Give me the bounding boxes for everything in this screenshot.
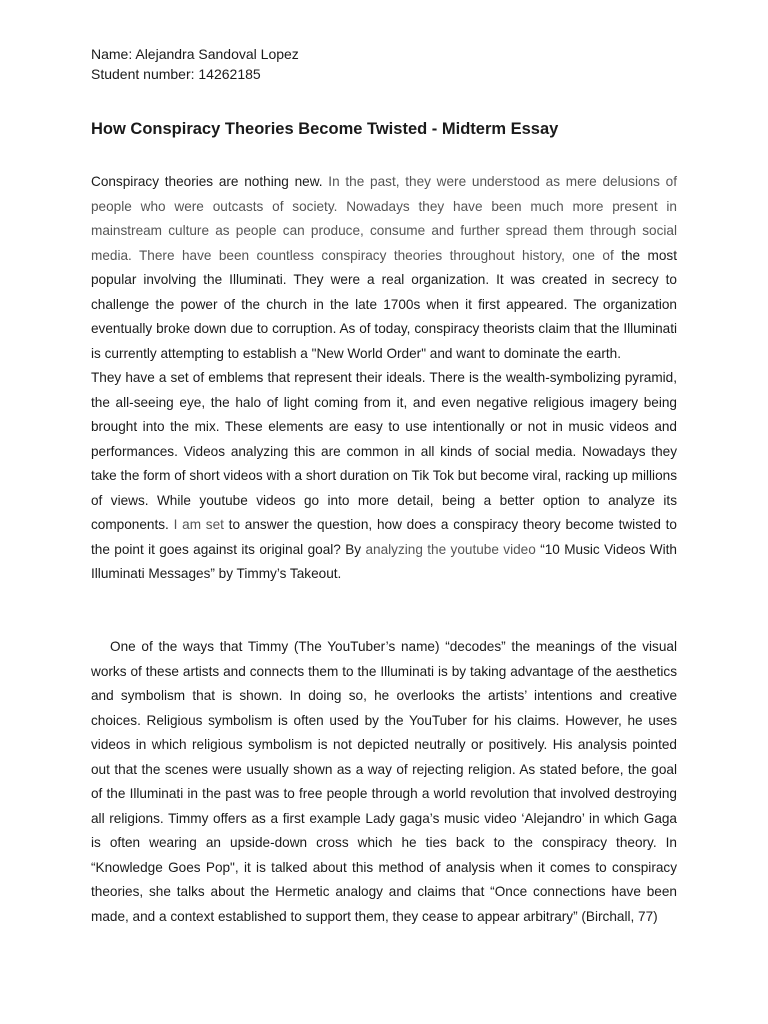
paragraph-2-question: to answer the question, how does a conspiracy theory become twisted to the point it goes against its original goal? By	[91, 517, 677, 557]
essay-title: How Conspiracy Theories Become Twisted - Midterm Essay	[91, 120, 559, 138]
paragraph-2-text: They have a set of emblems that represent their ideals. There is the wealth-symbolizing pyramid, the all-seeing eye, the halo of light coming from it, and even negative religious imagery being brought into the mix. These elements are easy to use intentionally or not in music videos and performances. Videos analyzing this are common in all kinds of social media. Nowadays they take the form of short videos with a short duration on Tik Tok but become viral, racking up millions of views. While youtube videos go into more detail, being a better option to analyze its components.	[91, 370, 677, 532]
author-info	[91, 45, 299, 84]
essay-body	[91, 170, 677, 587]
paragraph-1-rest: the most popular involving the Illuminati. They were a real organization. It was created in secrecy to challenge the power of the church in the late 1700s when it first appeared. The organization eventually broke down due to corruption. As of today, conspiracy theorists claim that the Illuminati is currently attempting to establish a "New World Order" and want to dominate the earth.	[91, 247, 677, 361]
paragraph-1-intro: Conspiracy theories are nothing new.	[91, 174, 329, 189]
paragraph-2-highlighted-a: I am set	[173, 517, 224, 532]
paragraph-2-highlighted-b: analyzing the youtube video	[365, 541, 536, 557]
paragraph-2-video-title: “10 Music Videos With Illuminati Messages” by Timmy’s Takeout.	[91, 541, 677, 581]
paragraph-1-highlighted: In the past, they were understood as mere delusions of people who were outcasts of society. Nowadays they have been much more present in mainstream culture as people can produce, consume and further spread them through social media. There have been countless conspiracy theories throughout history, one of	[91, 174, 677, 263]
author-name-line: Name: Alejandra Sandoval Lopez	[91, 46, 299, 62]
student-number-line: Student number: 14262185	[91, 65, 261, 82]
paragraph-3: One of the ways that Timmy (The YouTuber’s name) “decodes” the meanings of the visual works of these artists and connects them to the Illuminati is by taking advantage of the aesthetics and symbolism that is shown. In doing so, he overlooks the artists’ intentions and creative choices. Religious symbolism is often used by the YouTuber for his claims. However, he uses videos in which religious symbolism is not depicted neutrally or positively. His analysis pointed out that the scenes were usually shown as a way of rejecting religion. As stated before, the goal of the Illuminati in the past was to free people through a world revolution that involved destroying all religions. Timmy offers as a first example Lady gaga’s music video ‘Alejandro’ in which Gaga is often wearing an upside-down cross which he ties back to the conspiracy theory. In “Knowledge Goes Pop", it is talked about this method of analysis when it comes to conspiracy theories, she talks about the Hermetic analogy and claims that “Once connections have been made, and a context established to support them, they cease to appear arbitrary” (Birchall, 77)	[91, 639, 677, 924]
